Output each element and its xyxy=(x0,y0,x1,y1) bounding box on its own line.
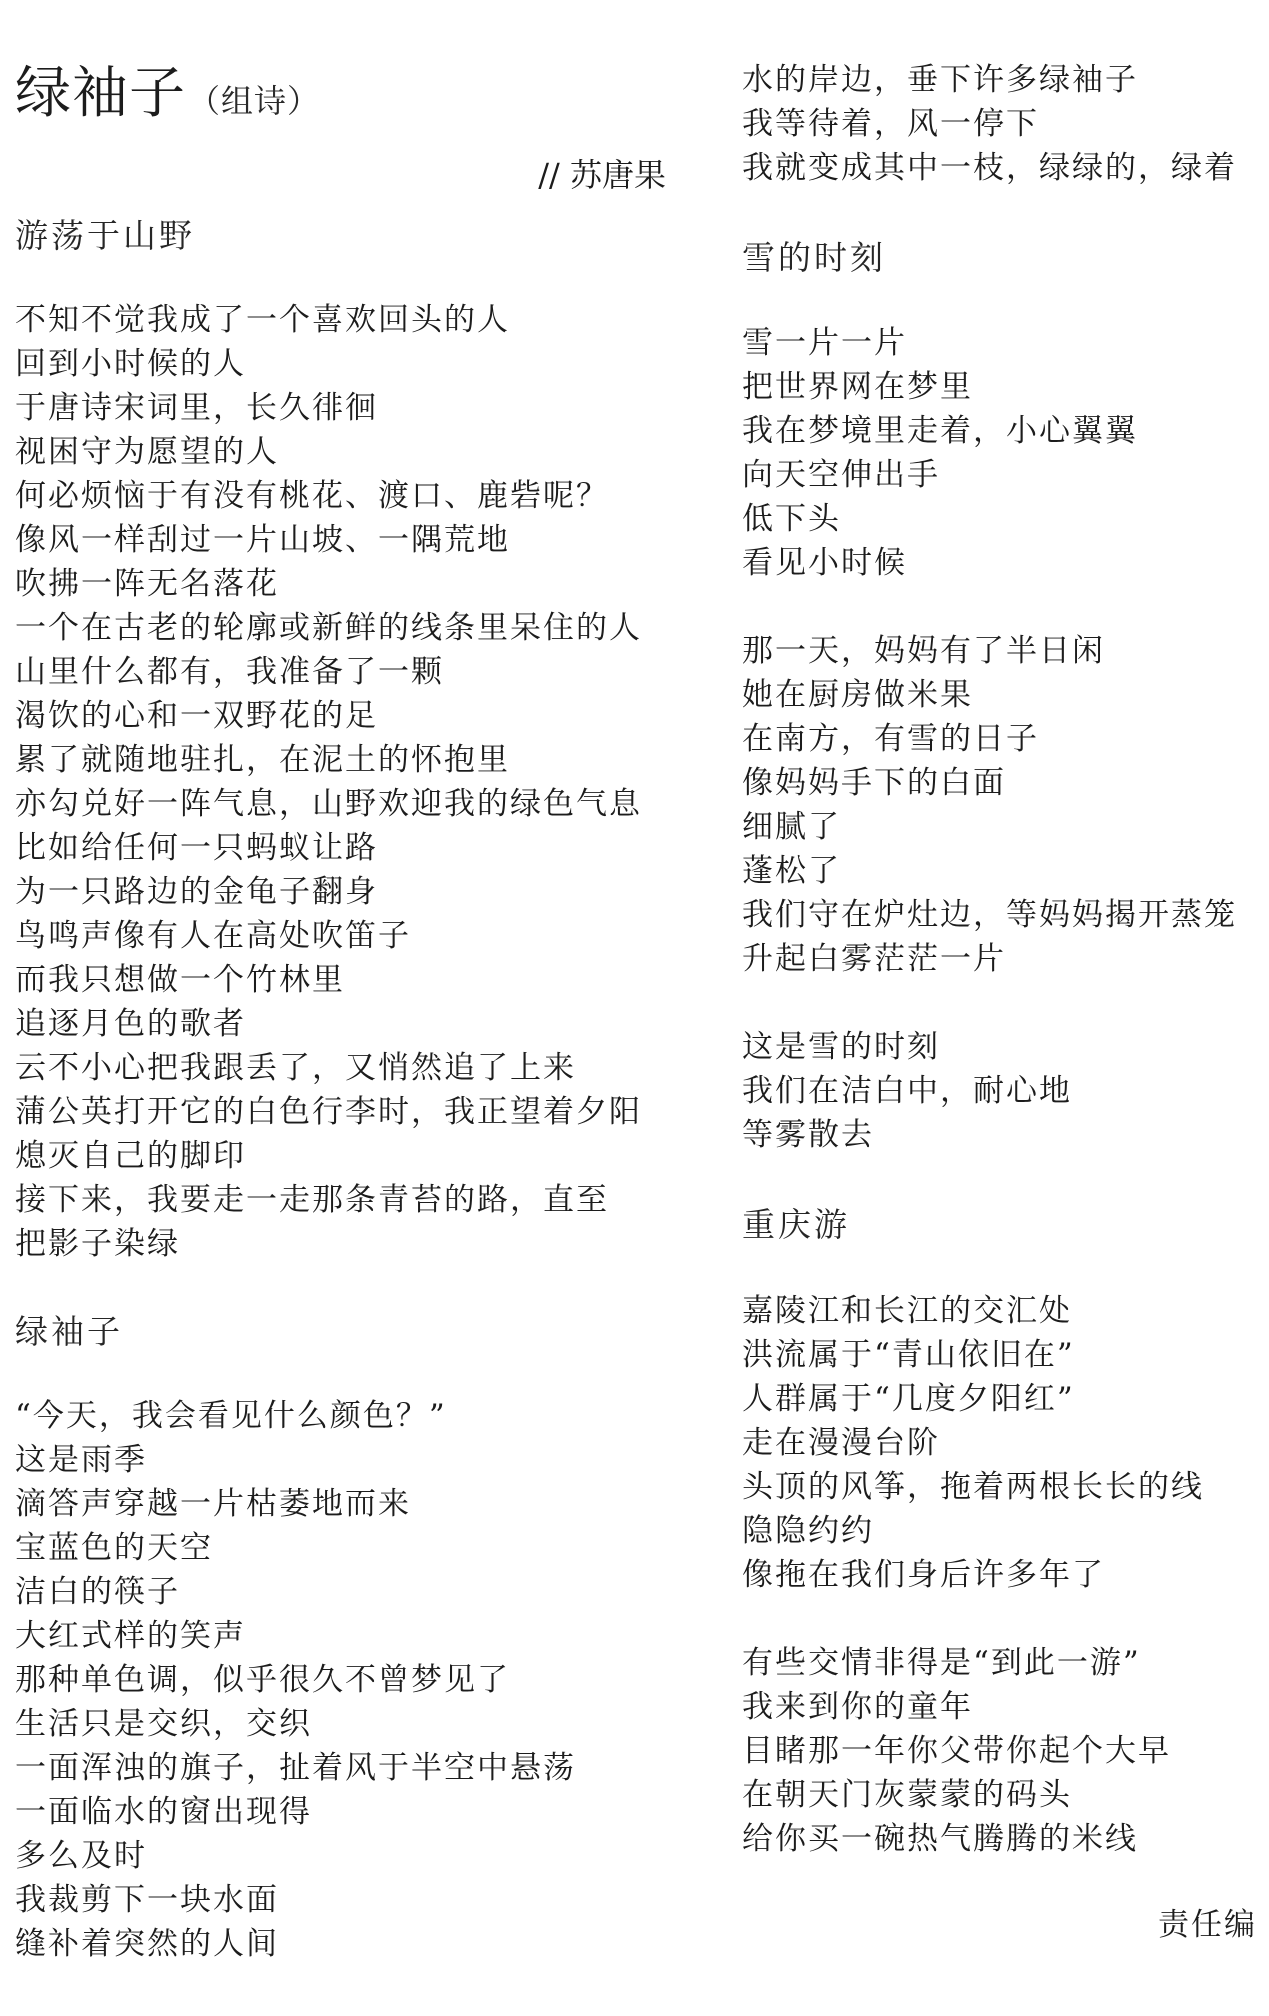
poem-line: 宝蓝色的天空 xyxy=(15,1530,213,1566)
poem-line: 亦勾兑好一阵气息，山野欢迎我的绿色气息 xyxy=(15,786,642,822)
poem-line: 水的岸边，垂下许多绿袖子 xyxy=(742,62,1138,98)
poem-line: 视困守为愿望的人 xyxy=(15,434,279,470)
poem-line: 一个在古老的轮廓或新鲜的线条里呆住的人 xyxy=(15,610,642,646)
poem-line: 我裁剪下一块水面 xyxy=(15,1882,279,1918)
poem-line: 回到小时候的人 xyxy=(15,346,246,382)
poem-line: 我就变成其中一枝，绿绿的，绿着 xyxy=(742,150,1237,186)
poem-line: 洁白的筷子 xyxy=(15,1574,180,1610)
poem-line: 我来到你的童年 xyxy=(742,1689,973,1725)
poem-line: 嘉陵江和长江的交汇处 xyxy=(742,1293,1072,1329)
poem-line: 渴饮的心和一双野花的足 xyxy=(15,698,378,734)
poem-body-3 xyxy=(742,321,1237,1157)
poem-line: 头顶的风筝，拖着两根长长的线 xyxy=(742,1469,1204,1505)
poem-line: 像风一样刮过一片山坡、一隅荒地 xyxy=(15,522,510,558)
poem-line: 升起白雾茫茫一片 xyxy=(742,941,1006,977)
poem-line: 蒲公英打开它的白色行李时，我正望着夕阳 xyxy=(15,1094,642,1130)
poem-body-2-continued xyxy=(742,58,1237,190)
poem-line: 有些交情非得是“到此一游” xyxy=(742,1645,1141,1681)
poem-line: 大红式样的笑声 xyxy=(15,1618,246,1654)
poem-line: 人群属于“几度夕阳红” xyxy=(742,1381,1075,1417)
poem-heading: 雪的时刻 xyxy=(742,238,886,277)
poem-line: 于唐诗宋词里，长久徘徊 xyxy=(15,390,378,426)
poem-line: 这是雪的时刻 xyxy=(742,1029,940,1065)
poem-line: 吹拂一阵无名落花 xyxy=(15,566,279,602)
stanza xyxy=(15,298,642,1266)
poem-line: 隐隐约约 xyxy=(742,1513,874,1549)
poem-line: 我在梦境里走着，小心翼翼 xyxy=(742,413,1138,449)
poem-line: 我等待着，风一停下 xyxy=(742,106,1039,142)
poem-line: 目睹那一年你父带你起个大早 xyxy=(742,1733,1171,1769)
poem-line: 缝补着突然的人间 xyxy=(15,1926,279,1962)
stanza xyxy=(742,629,1237,981)
poem-line: 等雾散去 xyxy=(742,1117,874,1153)
poem-line: “今天，我会看见什么颜色？” xyxy=(15,1398,447,1434)
stanza xyxy=(742,58,1237,190)
editor-credit: 责任编 xyxy=(1158,1907,1257,1943)
poem-line: 像拖在我们身后许多年了 xyxy=(742,1557,1105,1593)
poem-line: 给你买一碗热气腾腾的米线 xyxy=(742,1821,1138,1857)
poem-line: 而我只想做一个竹林里 xyxy=(15,962,345,998)
poem-line: 向天空伸出手 xyxy=(742,457,940,493)
poem-line: 滴答声穿越一片枯萎地而来 xyxy=(15,1486,411,1522)
poem-line: 比如给任何一只蚂蚁让路 xyxy=(15,830,378,866)
poem-line: 在南方，有雪的日子 xyxy=(742,721,1039,757)
poem-line: 这是雨季 xyxy=(15,1442,147,1478)
poem-line: 洪流属于“青山依旧在” xyxy=(742,1337,1075,1373)
poem-line: 熄灭自己的脚印 xyxy=(15,1138,246,1174)
poem-line: 低下头 xyxy=(742,501,841,537)
poem-line: 接下来，我要走一走那条青苔的路，直至 xyxy=(15,1182,609,1218)
poem-body-4 xyxy=(742,1289,1204,1861)
poem-line: 追逐月色的歌者 xyxy=(15,1006,246,1042)
poem-line: 那一天，妈妈有了半日闲 xyxy=(742,633,1105,669)
poem-line: 我们守在炉灶边，等妈妈揭开蒸笼 xyxy=(742,897,1237,933)
poem-heading: 游荡于山野 xyxy=(15,216,195,255)
stanza xyxy=(742,1641,1204,1861)
page-title xyxy=(15,58,320,130)
poem-line: 一面临水的窗出现得 xyxy=(15,1794,312,1830)
poem-line: 生活只是交织，交织 xyxy=(15,1706,312,1742)
poem-line: 山里什么都有，我准备了一颗 xyxy=(15,654,444,690)
poem-line: 我们在洁白中，耐心地 xyxy=(742,1073,1072,1109)
poem-line: 细腻了 xyxy=(742,809,841,845)
poem-line: 不知不觉我成了一个喜欢回头的人 xyxy=(15,302,510,338)
poem-heading: 重庆游 xyxy=(742,1205,850,1244)
poem-line: 把影子染绿 xyxy=(15,1226,180,1262)
poem-body-1 xyxy=(15,298,642,1266)
stanza xyxy=(742,1025,1237,1157)
poem-heading: 绿袖子 xyxy=(15,1312,123,1351)
poem-line: 何必烦恼于有没有桃花、渡口、鹿砦呢？ xyxy=(15,478,609,514)
poem-line: 一面浑浊的旗子，扯着风于半空中悬荡 xyxy=(15,1750,576,1786)
poem-line: 把世界网在梦里 xyxy=(742,369,973,405)
title-text: 绿袖子 xyxy=(15,61,186,126)
poem-line: 蓬松了 xyxy=(742,853,841,889)
poem-line: 那种单色调，似乎很久不曾梦见了 xyxy=(15,1662,510,1698)
poem-line: 像妈妈手下的白面 xyxy=(742,765,1006,801)
poem-line: 雪一片一片 xyxy=(742,325,907,361)
poem-line: 在朝天门灰蒙蒙的码头 xyxy=(742,1777,1072,1813)
poem-line: 为一只路边的金龟子翻身 xyxy=(15,874,378,910)
poem-line: 走在漫漫台阶 xyxy=(742,1425,940,1461)
author-byline: // 苏唐果 xyxy=(538,156,666,194)
poem-line: 她在厨房做米果 xyxy=(742,677,973,713)
poem-line: 鸟鸣声像有人在高处吹笛子 xyxy=(15,918,411,954)
poem-line: 累了就随地驻扎，在泥土的怀抱里 xyxy=(15,742,510,778)
poem-line: 多么及时 xyxy=(15,1838,147,1874)
stanza xyxy=(742,1289,1204,1597)
stanza xyxy=(742,321,1237,585)
poem-line: 云不小心把我跟丢了，又悄然追了上来 xyxy=(15,1050,576,1086)
poem-body-2 xyxy=(15,1394,576,1966)
stanza xyxy=(15,1394,576,1966)
poem-line: 看见小时候 xyxy=(742,545,907,581)
title-note: （组诗） xyxy=(188,82,321,120)
